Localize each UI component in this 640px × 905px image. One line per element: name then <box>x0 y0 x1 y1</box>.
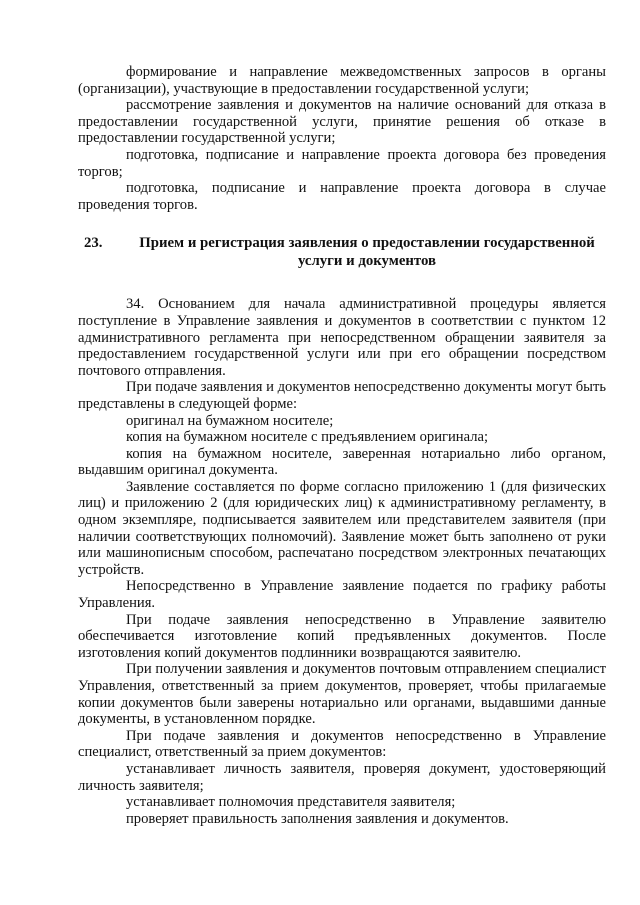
section-title: Прием и регистрация заявления о предоставлении государственной услуги и документов <box>139 235 595 269</box>
paragraph: проверяет правильность заполнения заявления и документов. <box>126 810 509 827</box>
paragraph: оригинал на бумажном носителе; <box>126 412 334 429</box>
paragraph: копия на бумажном носителе, заверенная нотариально либо органом, выдавшим оригинал документа. <box>78 445 606 479</box>
paragraph: При подаче заявления и документов непосредственно в Управление специалист, ответственный за прием документов: <box>78 727 606 761</box>
paragraph: подготовка, подписание и направление проекта договора в случае проведения торгов. <box>78 180 606 213</box>
paragraph: При подаче заявления непосредственно в Управление заявителю обеспечивается изготовление копий предъявленных документов. После изготовления копий документов подлинники возвращаются заявителю. <box>78 611 606 661</box>
paragraph: подготовка, подписание и направление проекта договора без проведения торгов; <box>78 146 606 180</box>
paragraph: При подаче заявления и документов непосредственно документы могут быть представлены в следующей форме: <box>78 379 606 412</box>
section-number: 23. <box>84 235 103 252</box>
paragraph: Непосредственно в Управление заявление подается по графику работы Управления. <box>78 578 606 612</box>
section-heading <box>78 235 606 270</box>
paragraph: 34. Основанием для начала административной процедуры является поступление в Управление заявления и документов в соответствии с пунктом 12 административного регламента при непосредственном обращении заявителя за предоставлением государственной услуги или при его обращении посредством почтового отправления. <box>78 296 606 379</box>
paragraph: копия на бумажном носителе с предъявлением оригинала; <box>126 429 489 446</box>
paragraph: Заявление составляется по форме согласно приложению 1 (для физических лиц) и приложению 2 (для юридических лиц) к административному регламенту, в одном экземпляре, подписывается заявителем или представителем заявителя (при наличии соответствующих полномочий). Заявление может быть заполнено от руки или машинописным способом, распечатано посредством электронных печатающих устройств. <box>78 478 606 578</box>
paragraph: рассмотрение заявления и документов на наличие оснований для отказа в предоставлении государственной услуги, принятие решения об отказе в предоставлении государственной услуги; <box>78 97 606 147</box>
paragraph: устанавливает личность заявителя, проверяя документ, удостоверяющий личность заявителя; <box>78 760 606 794</box>
paragraph: формирование и направление межведомственных запросов в органы (организации), участвующие в предоставлении государственной услуги; <box>78 64 606 97</box>
document-page <box>78 64 606 827</box>
paragraph: устанавливает полномочия представителя заявителя; <box>126 794 456 811</box>
paragraph: При получении заявления и документов почтовым отправлением специалист Управления, ответственный за прием документов, проверяет, чтобы прилагаемые копии документов были заверены нотариально или органами, выдавшими данные документы, в установленном порядке. <box>78 661 606 728</box>
